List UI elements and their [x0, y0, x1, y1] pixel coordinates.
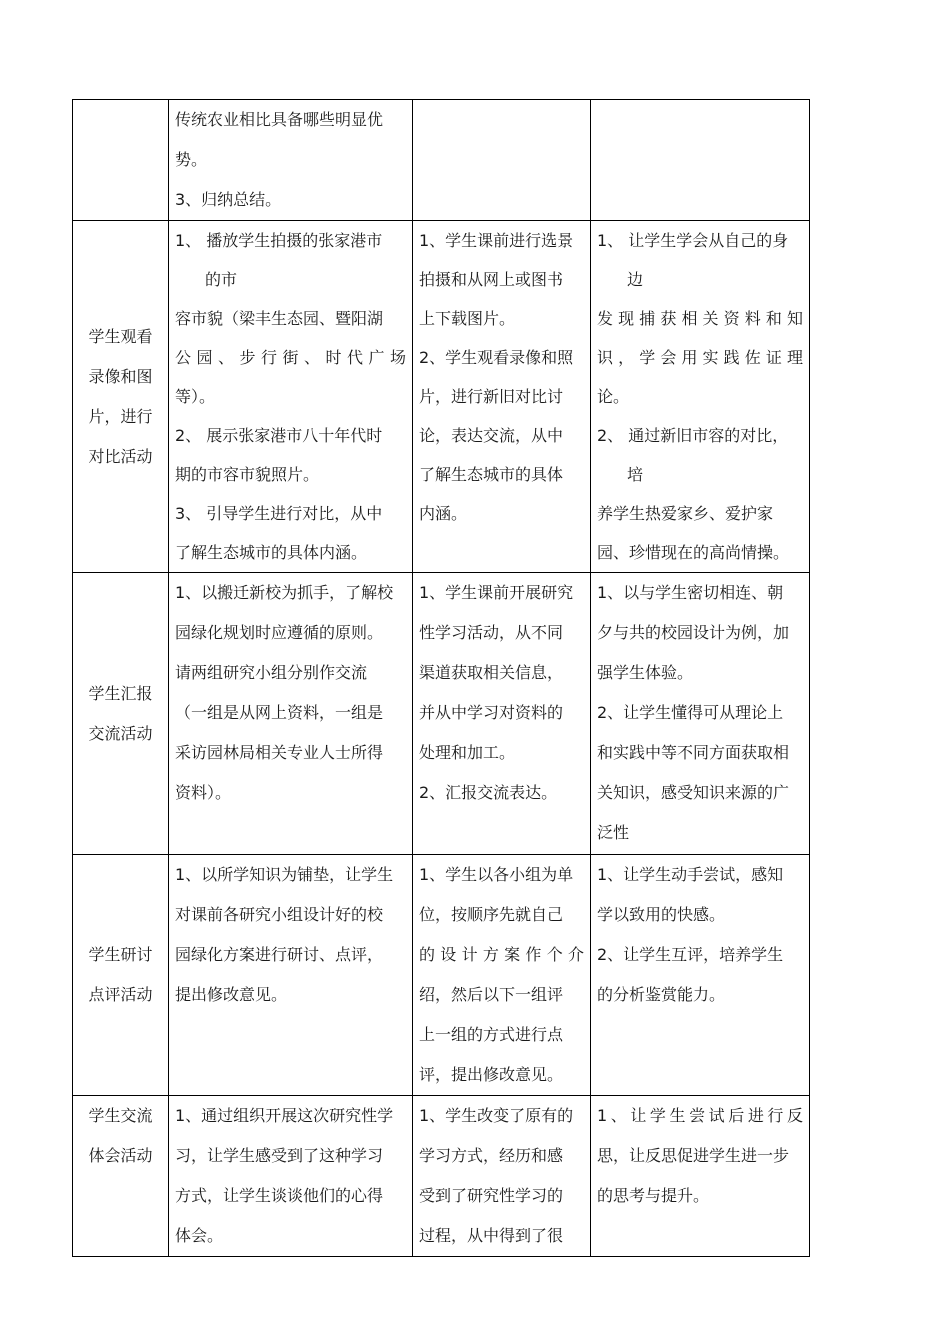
student-cell — [413, 855, 591, 1096]
activity-cell — [73, 855, 169, 1096]
text-line: 1、 让学生学会从自己的身 — [597, 231, 789, 250]
activity-line: 对比活动 — [88, 446, 153, 466]
activity-line: 学生交流 — [88, 1106, 153, 1125]
intent-cell — [591, 1096, 810, 1257]
content-cell — [169, 221, 413, 573]
activity-line: 片，进行 — [88, 406, 153, 426]
text-line: 2、汇报交流表达。 — [419, 783, 558, 802]
text-line: 1、学生课前进行选景 — [419, 231, 574, 250]
text-line: 1、学生课前开展研究 — [419, 583, 574, 602]
text-line: 了解生态城市的具体内涵。 — [175, 543, 368, 562]
text-line: 强学生体验。 — [597, 663, 694, 682]
content-cell — [169, 573, 413, 855]
text-line: 渠道获取相关信息， — [419, 663, 564, 682]
text-line: 传统农业相比具备哪些明显优 — [175, 110, 384, 129]
text-line: 上下载图片。 — [419, 309, 516, 328]
text-line: 并从中学习对资料的 — [419, 703, 564, 722]
student-cell — [413, 1096, 591, 1257]
text-line: 学以致用的快感。 — [597, 905, 726, 924]
text-line: 对课前各研究小组设计好的校 — [175, 905, 384, 924]
text-line: 体会。 — [175, 1226, 224, 1245]
activity-line: 学生研讨 — [88, 945, 153, 964]
text-line: 论，表达交流，从中 — [419, 426, 564, 445]
text-line: 采访园林局相关专业人士所得 — [175, 743, 384, 762]
intent-cell — [591, 221, 810, 573]
text-line: 的分析鉴赏能力。 — [597, 985, 726, 1004]
text-line: 2、让学生互评，培养学生 — [597, 945, 784, 964]
table-row — [73, 855, 810, 1096]
text-line: 3、 引导学生进行对比，从中 — [175, 504, 383, 523]
content-cell — [169, 100, 413, 221]
text-line: 习，让学生感受到了这种学习 — [175, 1146, 384, 1165]
intent-cell — [591, 100, 810, 221]
text-line: 容市貌（梁丰生态园、暨阳湖 — [175, 309, 384, 328]
table-row — [73, 221, 810, 573]
text-line: 1、以所学知识为铺垫，让学生 — [175, 865, 394, 884]
lesson-plan-table — [72, 99, 810, 1257]
text-line: （一组是从网上资料，一组是 — [175, 703, 384, 722]
text-line: 2、 通过新旧市容的对比， — [597, 426, 789, 445]
text-line: 1、让学生动手尝试，感知 — [597, 865, 784, 884]
text-line: 园绿化方案进行研讨、点评， — [175, 945, 384, 964]
text-line: 学习方式，经历和感 — [419, 1146, 564, 1165]
text-line: 关知识，感受知识来源的广 — [597, 783, 790, 802]
activity-line: 体会活动 — [88, 1146, 153, 1165]
table-row — [73, 1096, 810, 1257]
text-line: 片，进行新旧对比讨 — [419, 387, 564, 406]
activity-cell — [73, 100, 169, 221]
text-line: 的设计方案作个介 — [419, 945, 584, 964]
text-line: 1、让学生尝试后进行反 — [597, 1106, 803, 1125]
text-line: 绍，然后以下一组评 — [419, 985, 564, 1004]
activity-cell — [73, 1096, 169, 1257]
text-line: 3、归纳总结。 — [175, 190, 282, 209]
text-line: 方式，让学生谈谈他们的心得 — [175, 1186, 384, 1205]
activity-line: 学生汇报 — [88, 683, 153, 703]
text-line: 评，提出修改意见。 — [419, 1065, 564, 1084]
student-cell — [413, 100, 591, 221]
text-line: 园绿化规划时应遵循的原则。 — [175, 623, 384, 642]
text-line: 1、学生改变了原有的 — [419, 1106, 574, 1125]
text-line: 性学习活动，从不同 — [419, 623, 564, 642]
text-line: 的思考与提升。 — [597, 1186, 710, 1205]
text-line: 养学生热爱家乡、爱护家 — [597, 504, 774, 523]
student-cell — [413, 573, 591, 855]
intent-cell — [591, 855, 810, 1096]
activity-cell — [73, 573, 169, 855]
text-line: 1、通过组织开展这次研究性学 — [175, 1106, 394, 1125]
text-line: 期的市容市貌照片。 — [175, 465, 320, 484]
text-line: 过程，从中得到了很 — [419, 1226, 564, 1245]
text-line: 公园、步行街、时代广场 — [175, 348, 406, 367]
text-line: 2、 展示张家港市八十年代时 — [175, 426, 383, 445]
activity-line: 交流活动 — [88, 723, 153, 743]
content-cell — [169, 855, 413, 1096]
text-line: 1、以搬迁新校为抓手，了解校 — [175, 583, 394, 602]
text-line: 内涵。 — [419, 504, 468, 523]
text-line: 和实践中等不同方面获取相 — [597, 743, 790, 762]
content-cell — [169, 1096, 413, 1257]
student-cell — [413, 221, 591, 573]
text-line: 提出修改意见。 — [175, 985, 288, 1004]
text-line: 园、珍惜现在的高尚情操。 — [597, 543, 790, 562]
text-line: 了解生态城市的具体 — [419, 465, 564, 484]
activity-line: 点评活动 — [88, 985, 153, 1004]
text-line: 识，学会用实践佐证理 — [597, 348, 803, 367]
table-row — [73, 100, 810, 221]
text-line: 1、 播放学生拍摄的张家港市 — [175, 231, 383, 250]
activity-line: 学生观看 — [88, 326, 153, 346]
text-line: 受到了研究性学习的 — [419, 1186, 564, 1205]
text-line: 等）。 — [175, 387, 216, 406]
text-line: 论。 — [597, 387, 630, 406]
text-line: 请两组研究小组分别作交流 — [175, 663, 368, 682]
text-line: 处理和加工。 — [419, 743, 516, 762]
intent-cell — [591, 573, 810, 855]
text-line: 夕与共的校园设计为例，加 — [597, 623, 790, 642]
text-line: 2、让学生懂得可从理论上 — [597, 703, 784, 722]
activity-line: 录像和图 — [88, 366, 153, 386]
text-line: 拍摄和从网上或图书 — [419, 270, 564, 289]
text-line: 上一组的方式进行点 — [419, 1025, 564, 1044]
text-line: 培 — [627, 465, 644, 484]
text-line: 边 — [627, 270, 644, 289]
text-line: 发现捕获相关资料和知 — [597, 309, 803, 328]
text-line: 势。 — [175, 150, 208, 169]
text-line: 思，让反思促进学生进一步 — [597, 1146, 790, 1165]
text-line: 1、学生以各小组为单 — [419, 865, 574, 884]
text-line: 泛性 — [597, 823, 630, 842]
text-line: 资料）。 — [175, 783, 232, 802]
activity-cell — [73, 221, 169, 573]
text-line: 位，按顺序先就自己 — [419, 905, 564, 924]
text-line: 的市 — [205, 270, 238, 289]
text-line: 2、学生观看录像和照 — [419, 348, 574, 367]
table-row — [73, 573, 810, 855]
text-line: 1、以与学生密切相连、朝 — [597, 583, 784, 602]
